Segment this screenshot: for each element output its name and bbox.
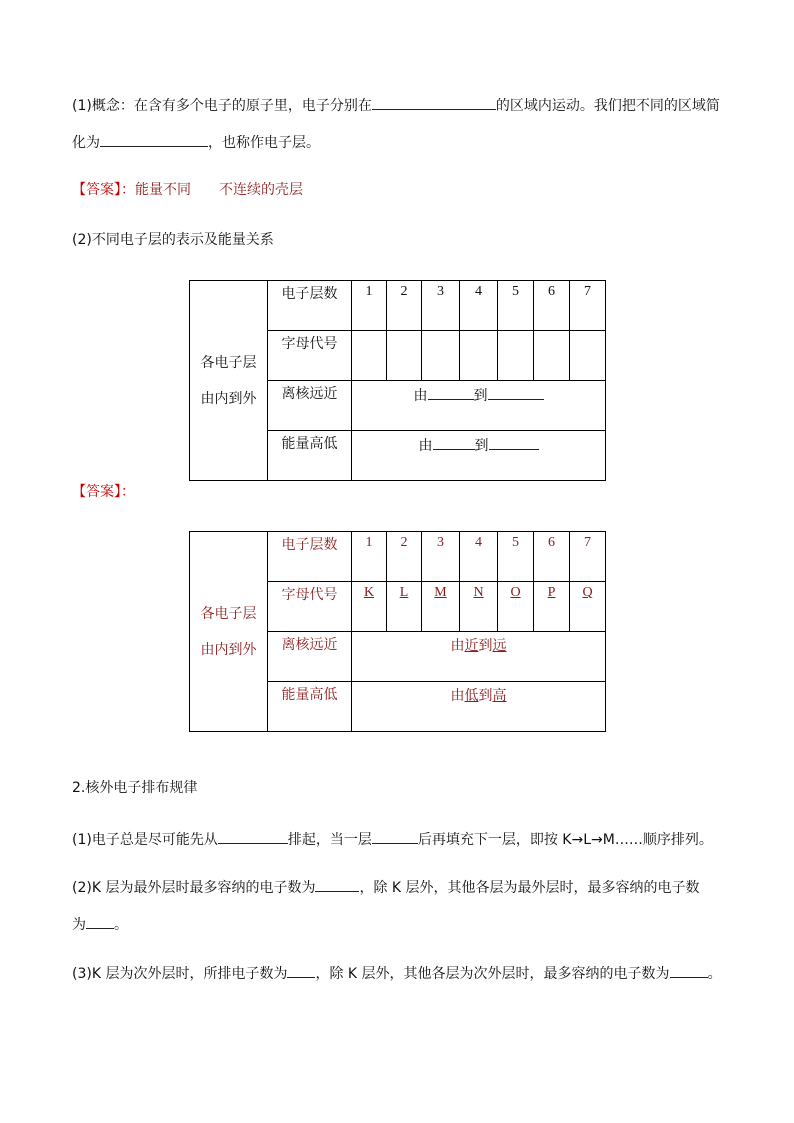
energy-answer: [352, 682, 606, 732]
answer-line-2: [72, 482, 135, 502]
shell-number: 2: [387, 281, 422, 331]
letter-cell: [534, 331, 570, 381]
letter-cell: [422, 582, 460, 632]
rule-text: 为: [72, 917, 86, 933]
cell-text: 到: [478, 688, 493, 704]
concept-line-2: [72, 131, 320, 153]
cell-text: 到: [473, 388, 488, 404]
shell-number: 1: [352, 532, 387, 582]
shell-number: 5: [498, 281, 534, 331]
letter-cell: [498, 582, 534, 632]
distance-cell: [352, 381, 606, 431]
rule-text: (3)K 层为次外层时，所排电子数为: [72, 966, 288, 982]
answer-label: 【答案】：: [72, 182, 135, 198]
shell-number: 6: [534, 281, 570, 331]
shell-letter: K: [363, 585, 375, 600]
row-label-energy: 能量高低: [268, 682, 352, 732]
answer-value: 远: [492, 638, 507, 654]
letter-cell: [460, 331, 498, 381]
rule-text: 。: [114, 917, 128, 933]
letter-cell: [460, 582, 498, 632]
rule-text: 后再填充下一层，即按 K→L→M……顺序排列。: [417, 832, 713, 848]
shell-number: 4: [460, 532, 498, 582]
shell-letter: P: [547, 585, 556, 600]
shell-number: 3: [422, 532, 460, 582]
fill-blank: [100, 131, 208, 147]
row-label-letters: 字母代号: [268, 582, 352, 632]
rule-text: ，除 K 层外，其他各层为次外层时，最多容纳的电子数为: [315, 966, 670, 982]
letter-cell: [534, 582, 570, 632]
shell-number: 5: [498, 532, 534, 582]
side-label-line: 各电子层: [200, 605, 257, 622]
shell-letter: M: [434, 585, 447, 600]
letter-cell: [352, 582, 387, 632]
concept-text-3: 化为: [72, 135, 100, 151]
fill-blank: [670, 962, 708, 978]
side-label-line: 各电子层: [200, 354, 257, 371]
answer-value: 不连续的壳层: [219, 182, 303, 198]
fill-blank: [287, 962, 315, 978]
fill-blank: [372, 94, 496, 110]
shell-number: 6: [534, 532, 570, 582]
cell-text: 由: [450, 688, 465, 704]
fill-blank: [428, 384, 474, 400]
fill-blank: [489, 434, 539, 450]
row-label-distance: 离核远近: [268, 632, 352, 682]
answer-line-1: [72, 180, 303, 200]
shell-letter: L: [399, 585, 409, 600]
answer-value: 能量不同: [135, 182, 191, 198]
fill-blank: [372, 828, 418, 844]
letter-cell: [498, 331, 534, 381]
shell-number: 7: [570, 532, 606, 582]
concept-text-2: 的区域内运动。我们把不同的区域简: [495, 98, 720, 114]
shell-number: 2: [387, 532, 422, 582]
rule-line-3: [72, 962, 722, 984]
concept-text-4: ，也称作电子层。: [208, 135, 320, 151]
fill-blank: [315, 876, 359, 892]
shell-number: 1: [352, 281, 387, 331]
side-label-line: 由内到外: [200, 390, 257, 407]
letter-cell: [387, 331, 422, 381]
shell-number: 4: [460, 281, 498, 331]
concept-text-1: (1)概念：在含有多个电子的原子里，电子分别在: [72, 98, 372, 114]
section3-heading: 2.核外电子排布规律: [72, 780, 198, 796]
answer-value: 高: [492, 688, 507, 704]
row-label-energy: 能量高低: [268, 431, 352, 481]
rule-line-2b: [72, 913, 128, 935]
letter-cell: [570, 331, 606, 381]
cell-text: 由: [450, 638, 465, 654]
rule-text: 排起，当一层: [287, 832, 372, 848]
answer-label: 【答案】：: [72, 484, 135, 500]
answer-value: 低: [464, 688, 479, 704]
concept-line-1: [72, 94, 720, 116]
answer-value: 近: [464, 638, 479, 654]
distance-answer: [352, 632, 606, 682]
rule-line-2: [72, 876, 700, 898]
side-label-line: 由内到外: [200, 641, 257, 658]
letter-cell: [352, 331, 387, 381]
shell-number: 7: [570, 281, 606, 331]
row-label-letters: 字母代号: [268, 331, 352, 381]
rule-text: 。: [707, 966, 722, 982]
letter-cell: [387, 582, 422, 632]
rule-text: (2)K 层为最外层时最多容纳的电子数为: [72, 880, 316, 896]
rule-text: (1)电子总是尽可能先从: [72, 832, 218, 848]
fill-blank: [433, 434, 475, 450]
shell-letter: O: [510, 585, 521, 600]
cell-text: 到: [474, 438, 489, 454]
fill-blank: [86, 913, 114, 929]
shell-number: 3: [422, 281, 460, 331]
row-label-distance: 离核远近: [268, 381, 352, 431]
cell-text: 由: [418, 438, 433, 454]
section2-heading: (2)不同电子层的表示及能量关系: [72, 232, 274, 248]
row-label-numbers: 电子层数: [268, 281, 352, 331]
shell-table-blank: [189, 280, 606, 481]
row-label-numbers: 电子层数: [268, 532, 352, 582]
cell-text: 到: [478, 638, 493, 654]
shell-table-answer: [189, 531, 606, 732]
letter-cell: [422, 331, 460, 381]
letter-cell: [570, 582, 606, 632]
rule-line-1: [72, 828, 713, 850]
side-label: [190, 532, 268, 732]
cell-text: 由: [413, 388, 428, 404]
rule-text: ，除 K 层外，其他各层为最外层时，最多容纳的电子数: [359, 880, 700, 896]
fill-blank: [218, 828, 288, 844]
energy-cell: [352, 431, 606, 481]
fill-blank: [488, 384, 544, 400]
side-label: [190, 281, 268, 481]
shell-letter: Q: [582, 585, 593, 600]
shell-letter: N: [473, 585, 484, 600]
